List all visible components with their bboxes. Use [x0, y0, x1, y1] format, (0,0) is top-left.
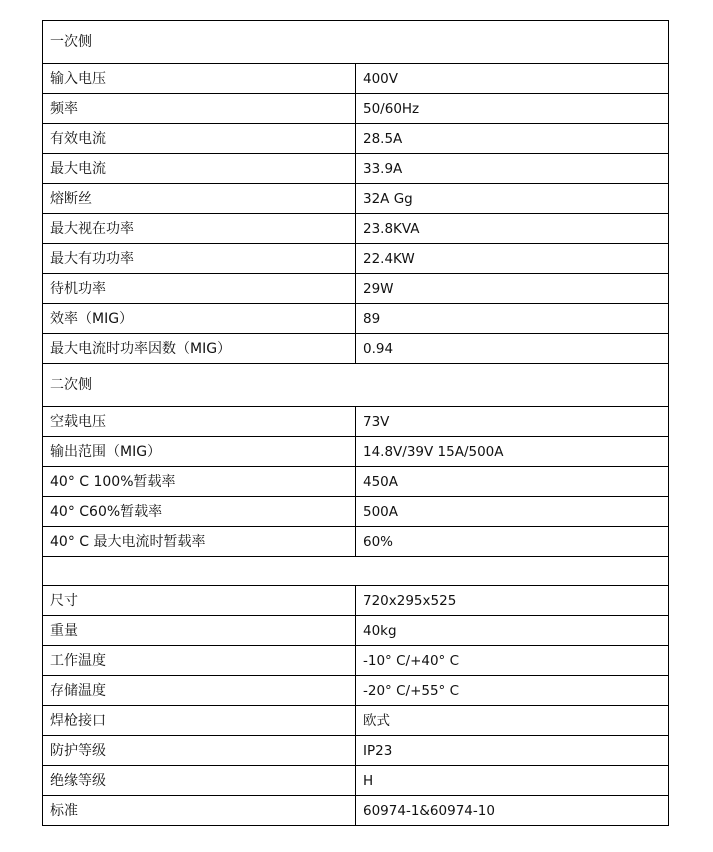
spec-label: 熔断丝: [43, 184, 356, 214]
table-row: [43, 497, 669, 527]
table-row: [43, 154, 669, 184]
spec-label: 输入电压: [43, 64, 356, 94]
spec-value: 29W: [356, 274, 669, 304]
spec-value: 40kg: [356, 616, 669, 646]
spec-value: 720x295x525: [356, 586, 669, 616]
spec-value: 450A: [356, 467, 669, 497]
spec-label: 重量: [43, 616, 356, 646]
section-title: [43, 557, 669, 586]
table-row: [43, 124, 669, 154]
spec-label: 有效电流: [43, 124, 356, 154]
spec-label: 尺寸: [43, 586, 356, 616]
spec-value: 73V: [356, 407, 669, 437]
spec-value: -10° C/+40° C: [356, 646, 669, 676]
section-header-row: [43, 557, 669, 586]
spec-label: 焊枪接口: [43, 706, 356, 736]
spec-value: 欧式: [356, 706, 669, 736]
section-title: 二次侧: [43, 364, 669, 407]
spec-label: 工作温度: [43, 646, 356, 676]
spec-value: 60%: [356, 527, 669, 557]
spec-label: 频率: [43, 94, 356, 124]
table-row: [43, 706, 669, 736]
table-row: [43, 94, 669, 124]
spec-label: 防护等级: [43, 736, 356, 766]
table-row: [43, 676, 669, 706]
spec-value: 0.94: [356, 334, 669, 364]
spec-table-body: [43, 21, 669, 826]
spec-label: 待机功率: [43, 274, 356, 304]
spec-value: 32A Gg: [356, 184, 669, 214]
spec-label: 效率（MIG）: [43, 304, 356, 334]
spec-label: 最大电流: [43, 154, 356, 184]
spec-label: 40° C 100%暂载率: [43, 467, 356, 497]
table-row: [43, 616, 669, 646]
spec-label: 标准: [43, 796, 356, 826]
table-row: [43, 437, 669, 467]
spec-table: [42, 20, 669, 826]
spec-value: 14.8V/39V 15A/500A: [356, 437, 669, 467]
table-row: [43, 64, 669, 94]
table-row: [43, 736, 669, 766]
spec-value: H: [356, 766, 669, 796]
spec-label: 绝缘等级: [43, 766, 356, 796]
table-row: [43, 467, 669, 497]
spec-value: 33.9A: [356, 154, 669, 184]
table-row: [43, 527, 669, 557]
spec-label: 40° C60%暂载率: [43, 497, 356, 527]
spec-value: IP23: [356, 736, 669, 766]
table-row: [43, 304, 669, 334]
section-title: 一次侧: [43, 21, 669, 64]
spec-value: 500A: [356, 497, 669, 527]
spec-value: 23.8KVA: [356, 214, 669, 244]
spec-label: 存储温度: [43, 676, 356, 706]
spec-value: 89: [356, 304, 669, 334]
table-row: [43, 646, 669, 676]
section-header-row: [43, 364, 669, 407]
spec-label: 40° C 最大电流时暂载率: [43, 527, 356, 557]
spec-label: 最大电流时功率因数（MIG）: [43, 334, 356, 364]
spec-label: 输出范围（MIG）: [43, 437, 356, 467]
spec-label: 最大视在功率: [43, 214, 356, 244]
table-row: [43, 184, 669, 214]
table-row: [43, 586, 669, 616]
section-header-row: [43, 21, 669, 64]
spec-value: 400V: [356, 64, 669, 94]
spec-value: -20° C/+55° C: [356, 676, 669, 706]
spec-value: 28.5A: [356, 124, 669, 154]
spec-value: 60974-1&60974-10: [356, 796, 669, 826]
table-row: [43, 274, 669, 304]
table-row: [43, 244, 669, 274]
table-row: [43, 407, 669, 437]
table-row: [43, 796, 669, 826]
spec-label: 最大有功功率: [43, 244, 356, 274]
spec-label: 空载电压: [43, 407, 356, 437]
spec-value: 50/60Hz: [356, 94, 669, 124]
spec-value: 22.4KW: [356, 244, 669, 274]
table-row: [43, 766, 669, 796]
table-row: [43, 214, 669, 244]
table-row: [43, 334, 669, 364]
